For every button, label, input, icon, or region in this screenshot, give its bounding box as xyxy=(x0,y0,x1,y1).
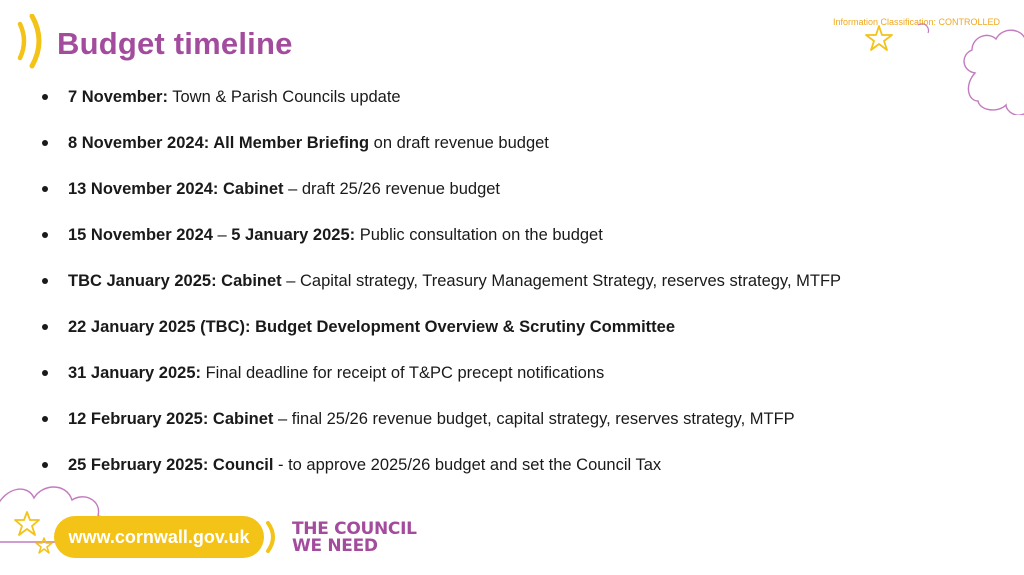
timeline-list xyxy=(40,74,940,488)
page-title: Budget timeline xyxy=(57,26,293,61)
timeline-item: 31 January 2025: Final deadline for receipt of T&PC precept notifications xyxy=(40,350,940,396)
timeline-item: 22 January 2025 (TBC): Budget Development Overview & Scrutiny Committee xyxy=(40,304,940,350)
timeline-item: TBC January 2025: Cabinet – Capital strategy, Treasury Management Strategy, reserves strategy, MTFP xyxy=(40,258,940,304)
bullet-icon xyxy=(42,370,48,376)
bullet-icon xyxy=(42,278,48,284)
timeline-item: 12 February 2025: Cabinet – final 25/26 revenue budget, capital strategy, reserves strategy, MTFP xyxy=(40,396,940,442)
bullet-icon xyxy=(42,94,48,100)
timeline-item: 13 November 2024: Cabinet – draft 25/26 revenue budget xyxy=(40,166,940,212)
tagline-line: THE COUNCIL xyxy=(292,519,417,539)
star-doodle-icon xyxy=(864,24,894,52)
bullet-icon xyxy=(42,186,48,192)
quote-mark-icon xyxy=(262,520,282,554)
bullet-icon xyxy=(42,324,48,330)
timeline-item: 15 November 2024 – 5 January 2025: Public consultation on the budget xyxy=(40,212,940,258)
classification-label: Information Classification: CONTROLLED xyxy=(833,17,1001,27)
star-doodle-icon xyxy=(35,537,53,555)
timeline-item: 7 November: Town & Parish Councils update xyxy=(40,74,940,120)
bullet-icon xyxy=(42,462,48,468)
tagline-line: WE NEED xyxy=(292,536,378,556)
website-link[interactable]: www.cornwall.gov.uk xyxy=(54,516,264,558)
timeline-item: 8 November 2024: All Member Briefing on draft revenue budget xyxy=(40,120,940,166)
star-doodle-icon xyxy=(13,510,41,538)
bullet-icon xyxy=(42,416,48,422)
bullet-icon xyxy=(42,140,48,146)
bullet-icon xyxy=(42,232,48,238)
brand-tagline xyxy=(292,521,417,555)
quote-mark-icon xyxy=(14,14,50,70)
timeline-item: 25 February 2025: Council - to approve 2025/26 budget and set the Council Tax xyxy=(40,442,940,488)
